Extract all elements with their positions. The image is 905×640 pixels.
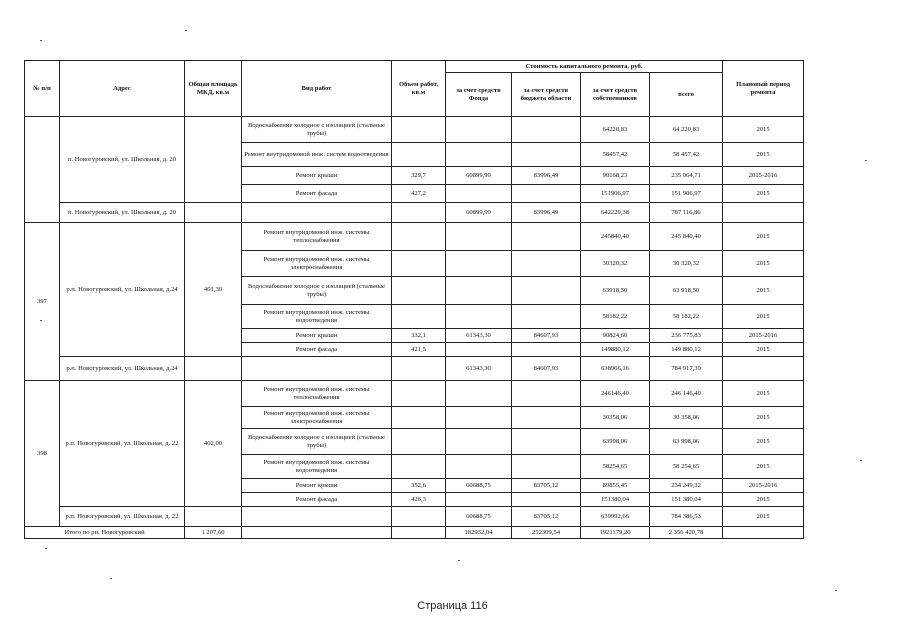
header-total: всего (650, 73, 723, 117)
table-cell (512, 117, 581, 143)
table-cell: 151906,97 (581, 185, 650, 203)
table-cell (512, 407, 581, 429)
table-cell: 1 207,60 (185, 527, 242, 539)
table-cell (512, 455, 581, 479)
table-cell: Ремонт фасада (242, 493, 392, 507)
table-cell: 784 386,53 (650, 507, 723, 527)
table-cell: Ремонт внутридомовой инж. систем водоотведения (242, 143, 392, 167)
table-cell: 84607,93 (512, 329, 581, 343)
table-cell: 63918,50 (581, 277, 650, 305)
table-cell: 236 775,83 (650, 329, 723, 343)
table-cell: 61343,30 (446, 329, 512, 343)
header-num: № п/п (25, 61, 60, 117)
table-cell: 784 917,39 (650, 357, 723, 381)
table-cell: 61343,30 (446, 357, 512, 381)
table-cell: 30 320,32 (650, 251, 723, 277)
table-cell: 2015 (723, 429, 804, 455)
table-cell (512, 305, 581, 329)
table-cell: Ремонт крыши (242, 167, 392, 185)
table-cell (512, 429, 581, 455)
table-cell: 63 918,50 (650, 277, 723, 305)
table-cell: 2015-2016 (723, 479, 804, 493)
scan-speck (865, 160, 867, 161)
table-cell: 2015 (723, 223, 804, 251)
table-cell: 83996,49 (512, 203, 581, 223)
table-row (25, 507, 804, 527)
table-cell: 2015 (723, 117, 804, 143)
table-cell (392, 357, 446, 381)
table-cell (392, 527, 446, 539)
table-cell: 89855,45 (581, 479, 650, 493)
scan-speck (860, 460, 862, 461)
table-cell (392, 381, 446, 407)
table-cell: р.п. Новогуровский, ул. Школьная, д.24 (60, 223, 185, 357)
table-cell: 64220,83 (581, 117, 650, 143)
table-cell (392, 143, 446, 167)
table-cell: Водоснабжение холодное с изоляцией (стальные трубы) (242, 429, 392, 455)
table-cell: 2015 (723, 343, 804, 357)
table-cell: 58254,65 (581, 455, 650, 479)
table-cell (723, 527, 804, 539)
table-cell: 63 998,06 (650, 429, 723, 455)
table-row (25, 357, 804, 381)
table-cell: 639992,66 (581, 507, 650, 527)
table-cell (185, 203, 242, 223)
table-cell: 149880,12 (581, 343, 650, 357)
table-cell (446, 185, 512, 203)
table-cell: 787 116,86 (650, 203, 723, 223)
table-cell: Ремонт фасада (242, 185, 392, 203)
table-cell: 90168,23 (581, 167, 650, 185)
table-cell (446, 277, 512, 305)
table-cell: 2015 (723, 185, 804, 203)
table-cell (446, 305, 512, 329)
table-cell (512, 185, 581, 203)
table-cell (185, 117, 242, 203)
table-cell: 58 254,65 (650, 455, 723, 479)
table-cell: 352,6 (392, 479, 446, 493)
table-cell (392, 203, 446, 223)
table-cell (242, 527, 392, 539)
table-cell: 2015 (723, 493, 804, 507)
table-cell: 60899,99 (446, 167, 512, 185)
table-cell (392, 429, 446, 455)
table-cell: 246 146,40 (650, 381, 723, 407)
table-row (25, 117, 804, 143)
table-cell: 58182,22 (581, 305, 650, 329)
scan-speck (40, 40, 42, 41)
table-cell (242, 203, 392, 223)
table-cell: 58457,42 (581, 143, 650, 167)
table-cell: Водоснабжение холодное с изоляцией (стальные трубы) (242, 277, 392, 305)
table-cell (446, 493, 512, 507)
table-cell: 401,30 (185, 223, 242, 357)
table-cell: 332,1 (392, 329, 446, 343)
page-number: Страница 116 (417, 600, 488, 612)
table-cell: 402,00 (185, 381, 242, 507)
scan-speck (110, 578, 112, 579)
table-cell (242, 357, 392, 381)
header-volume: Объем работ, кв.м (392, 61, 446, 117)
header-cost-group: Стоимость капитального ремонта, руб. (446, 61, 723, 73)
table-row (25, 381, 804, 407)
table-cell: 30 358,06 (650, 407, 723, 429)
table-cell (25, 117, 60, 223)
table-cell: Ремонт фасада (242, 343, 392, 357)
table-cell: Ремонт внутридомовой инж. системы теплоснабжения (242, 381, 392, 407)
table-cell: Ремонт внутридомовой инж. системы водоотведения (242, 455, 392, 479)
table-cell: 83705,12 (512, 479, 581, 493)
table-cell: 83705,12 (512, 507, 581, 527)
table-cell (512, 143, 581, 167)
table-cell: 2015 (723, 143, 804, 167)
table-cell (512, 277, 581, 305)
scan-speck (185, 30, 187, 31)
table-cell: 63998,06 (581, 429, 650, 455)
table-cell (242, 507, 392, 527)
scan-speck (835, 590, 837, 591)
table-cell: Ремонт крыши (242, 479, 392, 493)
table-cell: 245840,40 (581, 223, 650, 251)
table-cell: 84607,93 (512, 357, 581, 381)
table-cell (446, 429, 512, 455)
table-cell: п. Новогуровский, ул. Школьная, д. 20 (60, 203, 185, 223)
table-cell: 246146,40 (581, 381, 650, 407)
table-cell: 2015 (723, 381, 804, 407)
table-body (25, 117, 804, 539)
table-cell: 234 249,32 (650, 479, 723, 493)
header-area: Общая площадь МКД, кв.м (185, 61, 242, 117)
table-cell (185, 357, 242, 381)
table-cell: 64 220,83 (650, 117, 723, 143)
table-cell: Ремонт внутридомовой инж. системы водоотведения (242, 305, 392, 329)
table-cell: 2015 (723, 277, 804, 305)
table-cell: 2015 (723, 407, 804, 429)
table-cell (446, 455, 512, 479)
table-cell (723, 203, 804, 223)
table-cell (512, 493, 581, 507)
table-cell: 30320,32 (581, 251, 650, 277)
table-row (25, 527, 804, 539)
table-cell: 2015 (723, 251, 804, 277)
table-cell: 252309,54 (512, 527, 581, 539)
table-cell: 642220,38 (581, 203, 650, 223)
table-cell: 30358,06 (581, 407, 650, 429)
table-cell (185, 507, 242, 527)
table-cell: Ремонт внутридомовой инж. системы теплоснабжения (242, 223, 392, 251)
table-cell: 2015 (723, 507, 804, 527)
table-cell: 60688,75 (446, 507, 512, 527)
table-row (25, 203, 804, 223)
table-cell: 2015-2016 (723, 167, 804, 185)
table-cell: 421,5 (392, 343, 446, 357)
table-cell: 83996,49 (512, 167, 581, 185)
table-cell: Итого по рп. Новогуровский (25, 527, 185, 539)
scan-speck (45, 548, 47, 549)
table-cell: 60899,99 (446, 203, 512, 223)
table-cell: 58 457,42 (650, 143, 723, 167)
table-cell: 426,3 (392, 493, 446, 507)
table-cell (392, 277, 446, 305)
table-cell: 398 (25, 381, 60, 527)
table-cell: 182932,04 (446, 527, 512, 539)
table-cell: п. Новогуровский, ул. Школьная, д. 20 (60, 117, 185, 203)
scan-speck (40, 320, 42, 321)
table-cell: 1921179,20 (581, 527, 650, 539)
table-cell: Ремонт крыши (242, 329, 392, 343)
table-cell (392, 305, 446, 329)
table-cell (512, 343, 581, 357)
table-cell: 151 380,04 (650, 493, 723, 507)
table-cell: 2015 (723, 455, 804, 479)
table-cell: 151 906,97 (650, 185, 723, 203)
header-fund: за счет средств Фонда (446, 73, 512, 117)
table-cell (392, 117, 446, 143)
table-cell (446, 117, 512, 143)
table-cell: 151380,04 (581, 493, 650, 507)
table-cell: 149 880,12 (650, 343, 723, 357)
header-owners: за счет средств собственников (581, 73, 650, 117)
header-address: Адрес (60, 61, 185, 117)
table-cell (446, 381, 512, 407)
table-cell (512, 223, 581, 251)
table-cell (392, 223, 446, 251)
table-cell (446, 251, 512, 277)
header-region: за счет средств бюджета области (512, 73, 581, 117)
table-cell (446, 407, 512, 429)
table-cell (446, 143, 512, 167)
table-cell: Ремонт внутридомовой инж. системы электроснабжения (242, 251, 392, 277)
table-cell (446, 343, 512, 357)
table-cell: 90824,60 (581, 329, 650, 343)
scan-speck (458, 560, 460, 561)
table-cell: 235 064,71 (650, 167, 723, 185)
header-work-type: Вид работ (242, 61, 392, 117)
table-cell: 638966,16 (581, 357, 650, 381)
table-cell (392, 407, 446, 429)
table-row (25, 223, 804, 251)
table-cell: 397 (25, 223, 60, 381)
table-cell: 2015-2016 (723, 329, 804, 343)
table-cell (512, 251, 581, 277)
table-cell (392, 507, 446, 527)
table-cell: Водоснабжение холодное с изоляцией (стальные трубы) (242, 117, 392, 143)
table-cell: р.п. Новогуровский, ул. Школьная, д. 22 (60, 507, 185, 527)
table-cell: 245 840,40 (650, 223, 723, 251)
header-period: Плановый период ремонта (723, 61, 804, 117)
table-cell: 2 356 420,78 (650, 527, 723, 539)
table-cell: 60688,75 (446, 479, 512, 493)
repair-table (24, 60, 804, 539)
table-cell: 2015 (723, 305, 804, 329)
table-cell (392, 251, 446, 277)
table-cell: 329,7 (392, 167, 446, 185)
table-cell: р.п. Новогуровский, ул. Школьная, д.24 (60, 357, 185, 381)
table-cell: 58 182,22 (650, 305, 723, 329)
table-cell: Ремонт внутридомовой инж. системы электроснабжения (242, 407, 392, 429)
table-cell (512, 381, 581, 407)
table-cell: 427,2 (392, 185, 446, 203)
table-cell (723, 357, 804, 381)
table-cell: р.п. Новогуровский, ул. Школьная, д. 22 (60, 381, 185, 507)
table-cell (392, 455, 446, 479)
table-cell (446, 223, 512, 251)
